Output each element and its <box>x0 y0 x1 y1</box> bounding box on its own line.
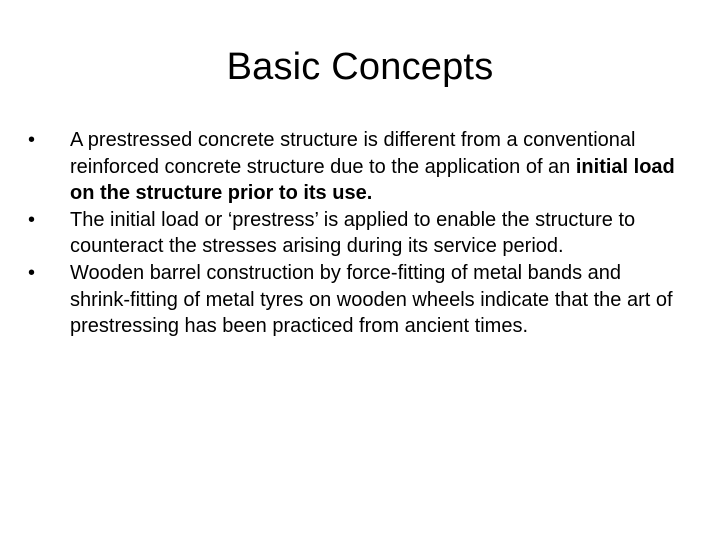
bullet-icon: • <box>28 261 36 284</box>
slide-title: Basic Concepts <box>226 46 494 88</box>
bullet-item <box>28 260 678 340</box>
bullet-item <box>28 207 678 260</box>
bullet-item <box>28 127 678 207</box>
bullet-icon: • <box>28 129 36 151</box>
bullet-list <box>28 127 678 340</box>
bullet-icon: • <box>28 208 36 231</box>
bullet-text-bold: initial load on the structure prior to its use. <box>70 155 675 205</box>
bullet-text: Wooden barrel construction by force-fitting of metal bands and shrink-fitting of metal tyres on wooden wheels indicate that the art of prestressing has been practiced from ancient times. <box>70 261 673 338</box>
bullet-text: A prestressed concrete structure is different from a conventional reinforced concrete structure due to the application of an <box>70 129 636 178</box>
bullet-text: The initial load or ‘prestress’ is applied to enable the structure to counteract the stresses arising during its service period. <box>70 208 636 258</box>
